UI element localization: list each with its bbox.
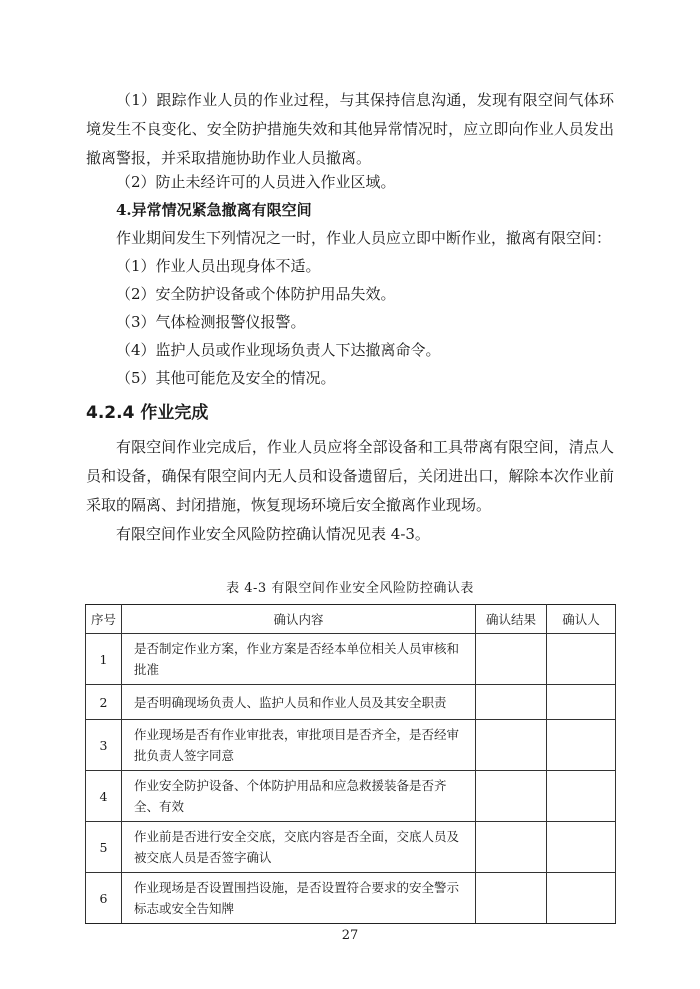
row-result-cell [476, 634, 547, 685]
paragraph-monitor-item-1: （1）跟踪作业人员的作业过程，与其保持信息沟通，发现有限空间气体环境发生不良变化、安全防护措施失效和其他异常情况时，应立即向作业人员发出撤离警报，并采取措施协助作业人员撤离。 [86, 91, 614, 167]
emergency-item-4: （4）监护人员或作业现场负责人下达撤离命令。 [116, 341, 441, 359]
row-number: 1 [86, 634, 122, 685]
emergency-item-3: （3）气体检测报警仪报警。 [116, 313, 306, 331]
row-confirmer-cell [547, 771, 616, 822]
row-result-cell [476, 822, 547, 873]
row-content: 是否制定作业方案，作业方案是否经本单位相关人员审核和批准 [122, 634, 476, 685]
row-content: 作业现场是否设置围挡设施，是否设置符合要求的安全警示标志或安全告知牌 [122, 873, 476, 924]
section-heading-emergency: 4.异常情况紧急撤离有限空间 [116, 201, 312, 219]
emergency-lead-text: 作业期间发生下列情况之一时，作业人员应立即中断作业，撤离有限空间： [116, 229, 612, 247]
row-confirmer-cell [547, 634, 616, 685]
table-row [86, 685, 616, 720]
row-result-cell [476, 685, 547, 720]
emergency-item-5: （5）其他可能危及安全的情况。 [116, 369, 336, 387]
row-number: 3 [86, 720, 122, 771]
row-content: 作业安全防护设备、个体防护用品和应急救援装备是否齐全、有效 [122, 771, 476, 822]
paragraph-monitor-item-2: （2）防止未经许可的人员进入作业区域。 [116, 173, 396, 191]
row-result-cell [476, 771, 547, 822]
header-result: 确认结果 [476, 605, 547, 634]
header-number: 序号 [86, 605, 122, 634]
row-confirmer-cell [547, 822, 616, 873]
emergency-item-2: （2）安全防护设备或个体防护用品失效。 [116, 285, 396, 303]
table-reference-text: 有限空间作业安全风险防控确认情况见表 4-3。 [116, 525, 430, 543]
table-row [86, 822, 616, 873]
header-confirmer: 确认人 [547, 605, 616, 634]
table-header-row [86, 605, 616, 634]
confirmation-table [85, 604, 616, 924]
table-caption: 表 4-3 有限空间作业安全风险防控确认表 [226, 581, 474, 596]
row-result-cell [476, 873, 547, 924]
row-result-cell [476, 720, 547, 771]
table-row [86, 771, 616, 822]
row-number: 4 [86, 771, 122, 822]
page-number: 27 [341, 928, 359, 943]
row-number: 6 [86, 873, 122, 924]
table-row [86, 720, 616, 771]
table-row [86, 634, 616, 685]
row-confirmer-cell [547, 720, 616, 771]
section-heading-completion: 4.2.4 作业完成 [86, 403, 209, 423]
row-confirmer-cell [547, 685, 616, 720]
row-confirmer-cell [547, 873, 616, 924]
header-content: 确认内容 [122, 605, 476, 634]
row-content: 作业前是否进行安全交底，交底内容是否全面，交底人员及被交底人员是否签字确认 [122, 822, 476, 873]
row-number: 2 [86, 685, 122, 720]
emergency-item-1: （1）作业人员出现身体不适。 [116, 257, 321, 275]
completion-paragraph: 有限空间作业完成后，作业人员应将全部设备和工具带离有限空间，清点人员和设备，确保有限空间内无人员和设备遗留后，关闭进出口，解除本次作业前采取的隔离、封闭措施，恢复现场环境后安全撤离作业现场。 [86, 438, 614, 514]
row-content: 是否明确现场负责人、监护人员和作业人员及其安全职责 [122, 685, 476, 720]
row-content: 作业现场是否有作业审批表，审批项目是否齐全，是否经审批负责人签字同意 [122, 720, 476, 771]
row-number: 5 [86, 822, 122, 873]
table-row [86, 873, 616, 924]
